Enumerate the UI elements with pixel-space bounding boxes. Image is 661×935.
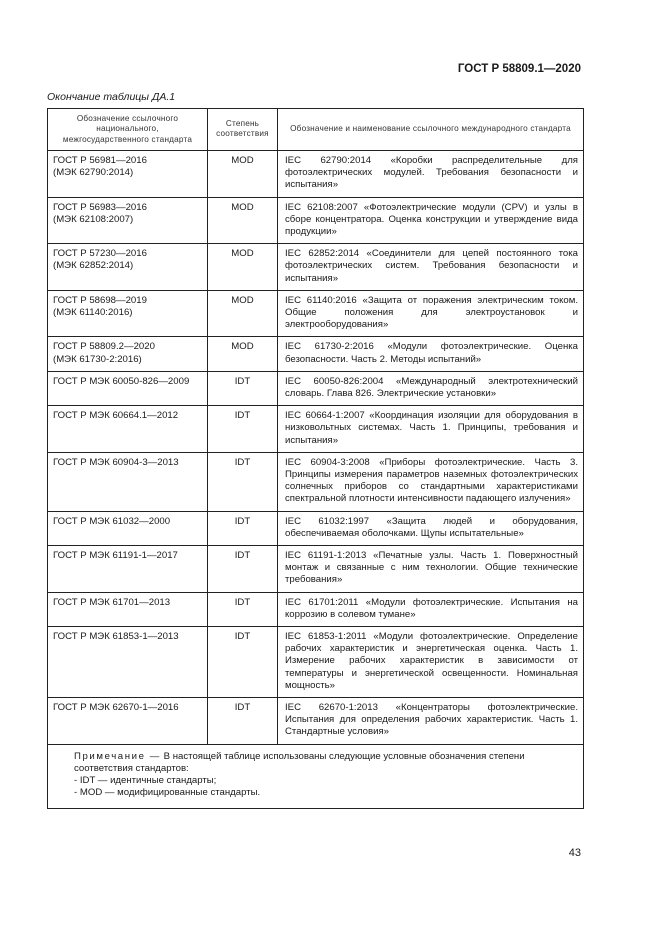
degree-cell: IDT bbox=[208, 452, 278, 511]
table-row bbox=[48, 626, 584, 697]
table-row bbox=[48, 511, 584, 545]
page-number: 43 bbox=[568, 847, 581, 859]
iec-reference-code: (МЭК 62790:2014) bbox=[53, 167, 134, 179]
table-row bbox=[48, 150, 584, 197]
iec-reference-code: (МЭК 61140:2016) bbox=[53, 306, 133, 318]
national-standard-code: ГОСТ Р МЭК 61853-1—2013 bbox=[53, 630, 179, 642]
table-row bbox=[48, 337, 584, 371]
international-standard-cell: IEC 60050-826:2004 «Международный электротехнический словарь. Глава 826. Электрические установки» bbox=[278, 371, 584, 405]
international-standard-cell: IEC 62790:2014 «Коробки распределительные для фотоэлектрических модулей. Требования безопасности и испытания» bbox=[278, 150, 584, 197]
national-standard-cell bbox=[48, 698, 208, 745]
national-standard-cell bbox=[48, 592, 208, 626]
national-standard-code: ГОСТ Р МЭК 61701—2013 bbox=[53, 596, 171, 608]
national-standard-cell bbox=[48, 511, 208, 545]
national-standard-code: ГОСТ Р МЭК 60904-3—2013 bbox=[53, 456, 179, 468]
national-standard-code: ГОСТ Р МЭК 60664.1—2012 bbox=[53, 410, 179, 422]
table-header-row bbox=[48, 109, 584, 151]
reference-standards-table bbox=[47, 108, 584, 809]
table-row bbox=[48, 371, 584, 405]
table-note-row bbox=[48, 744, 584, 809]
international-standard-cell: IEC 61191-1:2013 «Печатные узлы. Часть 1. Поверхностный монтаж и связанные с ним технологии. Общие технические требования» bbox=[278, 545, 584, 592]
table-row bbox=[48, 592, 584, 626]
international-standard-cell: IEC 62852:2014 «Соединители для цепей постоянного тока фотоэлектрических систем. Требования безопасности и испытания» bbox=[278, 244, 584, 291]
national-standard-code: ГОСТ Р МЭК 61191-1—2017 bbox=[53, 549, 178, 561]
table-row bbox=[48, 406, 584, 453]
national-standard-cell bbox=[48, 290, 208, 337]
international-standard-cell: IEC 60904-3:2008 «Приборы фотоэлектрические. Часть 3. Принципы измерения параметров наземных фотоэлектрических солнечных приборов со стандартными характеристиками спектральной плотности интенсивности падающего излучения» bbox=[278, 452, 584, 511]
note-text: В настоящей таблице использованы следующие условные обозначения степени соответствия стандартов: bbox=[74, 750, 525, 774]
column-header-national: Обозначение ссылочного национального, межгосударственного стандарта bbox=[48, 109, 208, 151]
table-row bbox=[48, 290, 584, 337]
international-standard-cell: IEC 61730-2:2016 «Модули фотоэлектрические. Оценка безопасности. Часть 2. Методы испытаний» bbox=[278, 337, 584, 371]
international-standard-cell: IEC 61032:1997 «Защита людей и оборудования, обеспечиваемая оболочками. Щупы испытательные» bbox=[278, 511, 584, 545]
national-standard-cell bbox=[48, 197, 208, 244]
national-standard-code: ГОСТ Р МЭК 60050-826—2009 bbox=[53, 375, 190, 387]
table-row bbox=[48, 244, 584, 291]
international-standard-cell: IEC 61701:2011 «Модули фотоэлектрические. Испытания на коррозию в солевом тумане» bbox=[278, 592, 584, 626]
national-standard-code: ГОСТ Р 58809.2—2020 bbox=[53, 341, 155, 353]
international-standard-cell: IEC 60664-1:2007 «Координация изоляции для оборудования в низковольтных системах. Часть 1. Принципы, требования и испытания» bbox=[278, 406, 584, 453]
national-standard-cell bbox=[48, 452, 208, 511]
iec-reference-code: (МЭК 62852:2014) bbox=[53, 260, 134, 272]
table-caption: Окончание таблицы ДА.1 bbox=[47, 91, 176, 103]
degree-cell: IDT bbox=[208, 511, 278, 545]
table-row bbox=[48, 197, 584, 244]
table-row bbox=[48, 452, 584, 511]
degree-cell: IDT bbox=[208, 406, 278, 453]
degree-cell: MOD bbox=[208, 244, 278, 291]
national-standard-cell bbox=[48, 150, 208, 197]
national-standard-code: ГОСТ Р МЭК 62670-1—2016 bbox=[53, 702, 179, 713]
document-code: ГОСТ Р 58809.1—2020 bbox=[457, 63, 581, 75]
column-header-international: Обозначение и наименование ссылочного международного стандарта bbox=[278, 109, 584, 151]
column-header-degree: Степень соответствия bbox=[208, 109, 278, 151]
table-row bbox=[48, 698, 584, 745]
degree-cell: MOD bbox=[208, 337, 278, 371]
national-standard-cell bbox=[48, 244, 208, 291]
national-standard-code: ГОСТ Р 58698—2019 bbox=[53, 294, 147, 306]
table-note bbox=[48, 744, 584, 809]
degree-cell: IDT bbox=[208, 592, 278, 626]
national-standard-code: ГОСТ Р 56981—2016 bbox=[53, 154, 147, 166]
national-standard-cell bbox=[48, 406, 208, 453]
note-item-mod: - MOD — модифицированные стандарты. bbox=[74, 787, 261, 799]
degree-cell: MOD bbox=[208, 290, 278, 337]
national-standard-code: ГОСТ Р 56983—2016 bbox=[53, 201, 147, 213]
degree-cell: MOD bbox=[208, 150, 278, 197]
iec-reference-code: (МЭК 62108:2007) bbox=[53, 213, 134, 225]
national-standard-code: ГОСТ Р МЭК 61032—2000 bbox=[53, 515, 171, 527]
national-standard-cell bbox=[48, 337, 208, 371]
note-lead: Примечание — bbox=[74, 750, 161, 762]
national-standard-cell bbox=[48, 371, 208, 405]
national-standard-cell bbox=[48, 626, 208, 697]
national-standard-cell bbox=[48, 545, 208, 592]
degree-cell: MOD bbox=[208, 197, 278, 244]
international-standard-cell: IEC 62670-1:2013 «Концентраторы фотоэлектрические. Испытания для определения рабочих характеристик. Часть 1. Стандартные условия» bbox=[278, 698, 584, 745]
degree-cell: IDT bbox=[208, 371, 278, 405]
international-standard-cell: IEC 62108:2007 «Фотоэлектрические модули (CPV) и узлы в сборе концентратора. Оценка конструкции и утверждение вида продукции» bbox=[278, 197, 584, 244]
national-standard-code: ГОСТ Р 57230—2016 bbox=[53, 248, 147, 260]
note-item-idt: - IDT — идентичные стандарты; bbox=[74, 775, 217, 787]
degree-cell: IDT bbox=[208, 626, 278, 697]
degree-cell: IDT bbox=[208, 698, 278, 745]
table-row bbox=[48, 545, 584, 592]
international-standard-cell: IEC 61140:2016 «Защита от поражения электрическим током. Общие положения для электроустановок и электрооборудования» bbox=[278, 290, 584, 337]
international-standard-cell: IEC 61853-1:2011 «Модули фотоэлектрические. Определение рабочих характеристик и энергетическая оценка. Часть 1. Измерение рабочих характеристик в зависимости от температуры и энергетической освещенности. Номинальная мощность» bbox=[278, 626, 584, 697]
degree-cell: IDT bbox=[208, 545, 278, 592]
iec-reference-code: (МЭК 61730-2:2016) bbox=[53, 353, 142, 365]
